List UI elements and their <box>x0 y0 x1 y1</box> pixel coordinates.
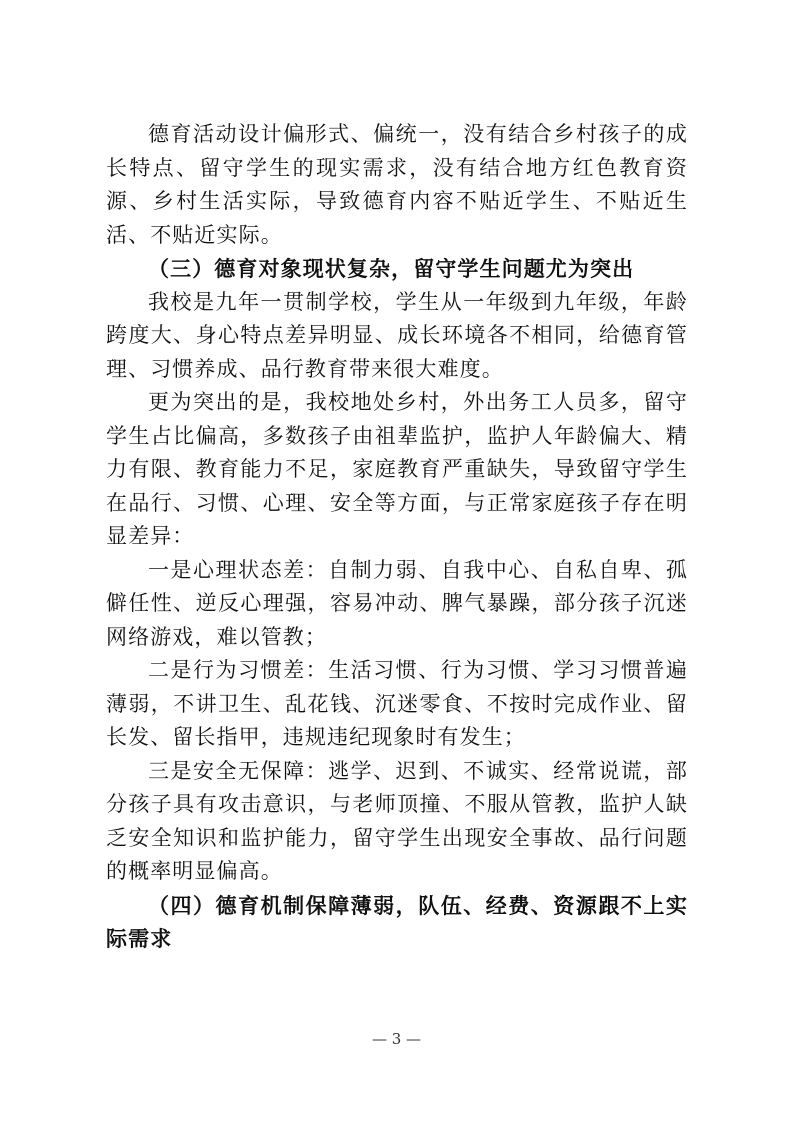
section-heading-4: （四）德育机制保障薄弱，队伍、经费、资源跟不上实际需求 <box>106 892 688 951</box>
paragraph-safety: 三是安全无保障：逃学、迟到、不诚实、经常说谎，部分孩子具有攻击意识，与老师顶撞、不服从管教，监护人缺乏安全知识和监护能力，留守学生出现安全事故、品行问题的概率明显偏高。 <box>106 758 688 883</box>
section-heading-3: （三）德育对象现状复杂，留守学生问题尤为突出 <box>148 256 635 281</box>
paragraph-psychological-state: 一是心理状态差：自制力弱、自我中心、自私自卑、孤僻任性、逆反心理强，容易冲动、脾气暴躁，部分孩子沉迷网络游戏，难以管教； <box>106 557 688 649</box>
page-number: — 3 — <box>371 1030 422 1048</box>
paragraph-left-behind-students: 更为突出的是，我校地处乡村，外出务工人员多，留守学生占比偏高，多数孩子由祖辈监护，监护人年龄偏大、精力有限、教育能力不足，家庭教育严重缺失，导致留守学生在品行、习惯、心理、安全等方面，与正常家庭孩子存在明显差异： <box>106 390 688 548</box>
paragraph-moral-activity-design: 德育活动设计偏形式、偏统一，没有结合乡村孩子的成长特点、留守学生的现实需求，没有结合地方红色教育资源、乡村生活实际，导致德育内容不贴近学生、不贴近生活、不贴近实际。 <box>106 122 688 247</box>
document-body <box>106 118 688 956</box>
paragraph-behavior-habits: 二是行为习惯差：生活习惯、行为习惯、学习习惯普遍薄弱，不讲卫生、乱花钱、沉迷零食、不按时完成作业、留长发、留长指甲，违规违纪现象时有发生； <box>106 658 688 749</box>
paragraph-school-overview: 我校是九年一贯制学校，学生从一年级到九年级，年龄跨度大、身心特点差异明显、成长环境各不相同，给德育管理、习惯养成、品行教育带来很大难度。 <box>106 289 688 381</box>
